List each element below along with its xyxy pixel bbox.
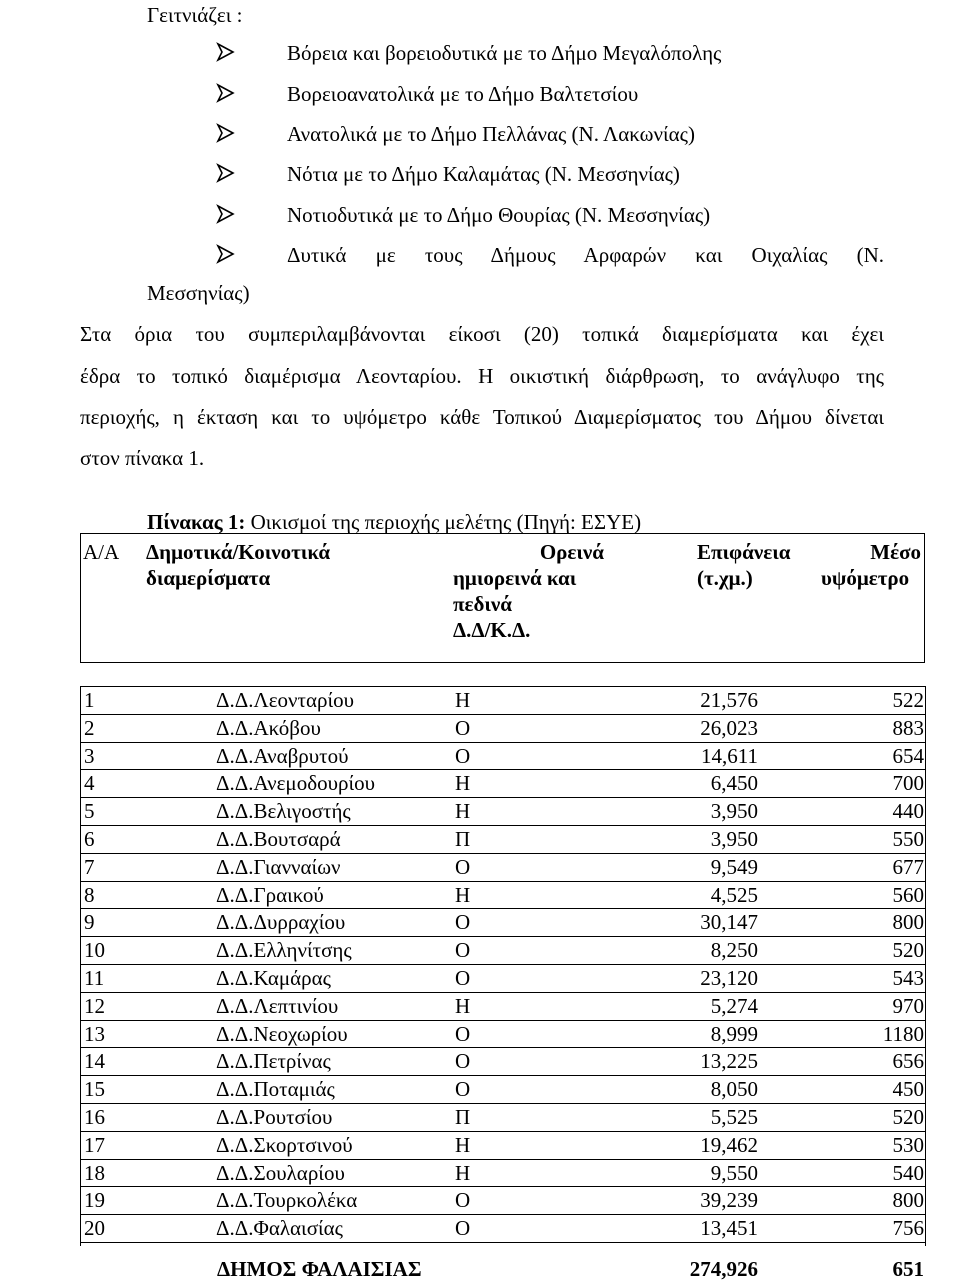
table-caption-text: Οικισμοί της περιοχής μελέτης (Πηγή: ΕΣΥΕ) xyxy=(245,510,642,534)
table-header xyxy=(80,533,925,663)
cell-num: 8 xyxy=(84,883,95,907)
cell-alt: 530 xyxy=(892,1133,924,1157)
cell-alt: 800 xyxy=(892,1188,924,1212)
border-item xyxy=(0,162,960,186)
cell-name: Δ.Δ.Δυρραχίου xyxy=(216,910,346,934)
total-area: 274,926 xyxy=(689,1257,758,1281)
cell-alt: 1180 xyxy=(882,1022,924,1046)
cell-num: 16 xyxy=(84,1105,105,1129)
cell-name: Δ.Δ.Τουρκολέκα xyxy=(216,1188,358,1212)
cell-alt: 520 xyxy=(892,1105,924,1129)
cell-num: 9 xyxy=(84,910,95,934)
cell-alt: 883 xyxy=(892,716,924,740)
cell-type: Ο xyxy=(455,1188,471,1212)
cell-name: Δ.Δ.Λεπτινίου xyxy=(216,994,339,1018)
cell-alt: 520 xyxy=(892,938,924,962)
cell-name: Δ.Δ.Ακόβου xyxy=(216,716,321,740)
cell-area: 8,999 xyxy=(710,1022,758,1046)
cell-num: 2 xyxy=(84,716,95,740)
cell-alt: 970 xyxy=(892,994,924,1018)
header-name-line2: διαμερίσματα xyxy=(146,566,271,590)
cell-area: 14,611 xyxy=(701,744,758,768)
cell-alt: 677 xyxy=(892,855,924,879)
cell-name: Δ.Δ.Σουλαρίου xyxy=(216,1161,345,1185)
cell-type: Η xyxy=(455,883,471,907)
border-item xyxy=(0,82,960,106)
cell-area: 3,950 xyxy=(710,827,758,851)
cell-name: Δ.Δ.Ανεμοδουρίου xyxy=(216,771,376,795)
cell-num: 19 xyxy=(84,1188,105,1212)
cell-num: 12 xyxy=(84,994,105,1018)
cell-alt: 756 xyxy=(892,1216,924,1240)
border-item-text: Δυτικά με τους Δήμους Αρφαρών και Οιχαλίας (Ν. xyxy=(287,243,884,267)
cell-name: Δ.Δ.Ποταμιάς xyxy=(216,1077,335,1101)
cell-name: Δ.Δ.Πετρίνας xyxy=(216,1049,331,1073)
cell-area: 23,120 xyxy=(700,966,758,990)
header-type-line2: ημιορεινά και xyxy=(453,566,577,590)
cell-area: 9,550 xyxy=(710,1161,758,1185)
cell-name: Δ.Δ.Σκορτσινού xyxy=(216,1133,353,1157)
cell-area: 8,050 xyxy=(710,1077,758,1101)
table-row xyxy=(80,1020,925,1048)
cell-num: 3 xyxy=(84,744,95,768)
cell-alt: 543 xyxy=(892,966,924,990)
cell-name: Δ.Δ.Βελιγοστής xyxy=(216,799,351,823)
table-row xyxy=(80,825,925,853)
cell-area: 13,451 xyxy=(700,1216,758,1240)
grid-right-border xyxy=(925,686,926,1246)
cell-alt: 654 xyxy=(892,744,924,768)
paragraph-line-2: έδρα το τοπικό διαμέρισμα Λεονταρίου. Η οικιστική διάρθρωση, το ανάγλυφο της xyxy=(80,364,884,388)
cell-type: Π xyxy=(455,1105,471,1129)
cell-alt: 550 xyxy=(892,827,924,851)
cell-type: Π xyxy=(455,827,471,851)
header-area-line1: Επιφάνεια xyxy=(697,540,791,564)
table-row xyxy=(80,1131,925,1159)
border-item-text: Βόρεια και βορειοδυτικά με το Δήμο Μεγαλόπολης xyxy=(287,41,722,65)
cell-num: 15 xyxy=(84,1077,105,1101)
table-row xyxy=(80,1214,925,1242)
table-caption-label: Πίνακας 1: xyxy=(147,510,246,534)
cell-alt: 656 xyxy=(892,1049,924,1073)
cell-type: Η xyxy=(455,688,471,712)
cell-num: 5 xyxy=(84,799,95,823)
cell-num: 10 xyxy=(84,938,105,962)
header-name-line1: Δημοτικά/Κοινοτικά xyxy=(146,540,331,564)
header-aa: Α/Α xyxy=(83,540,120,564)
cell-type: Η xyxy=(455,1133,471,1157)
border-item-text: Νοτιοδυτικά με το Δήμο Θουρίας (Ν. Μεσσηνίας) xyxy=(287,203,711,227)
cell-type: Η xyxy=(455,1161,471,1185)
cell-num: 7 xyxy=(84,855,95,879)
cell-area: 3,950 xyxy=(710,799,758,823)
border-item-text: Ανατολικά με το Δήμο Πελλάνας (Ν. Λακωνίας) xyxy=(287,122,695,146)
cell-name: Δ.Δ.Ελληνίτσης xyxy=(216,938,352,962)
cell-alt: 700 xyxy=(892,771,924,795)
table-row xyxy=(80,1075,925,1103)
intro-label: Γειτνιάζει : xyxy=(147,3,243,27)
cell-name: Δ.Δ.Βουτσαρά xyxy=(216,827,341,851)
table-row xyxy=(80,853,925,881)
cell-num: 20 xyxy=(84,1216,105,1240)
cell-type: Ο xyxy=(455,938,471,962)
header-type-line1: Ορεινά xyxy=(539,540,604,564)
cell-alt: 800 xyxy=(892,910,924,934)
cell-area: 30,147 xyxy=(700,910,758,934)
cell-area: 26,023 xyxy=(700,716,758,740)
paragraph-line-4: στον πίνακα 1. xyxy=(80,446,205,470)
cell-alt: 522 xyxy=(892,688,924,712)
arrow-bullet-icon xyxy=(216,42,236,62)
paragraph-line-3: περιοχής, η έκταση και το υψόμετρο κάθε Τοπικού Διαμερίσματος του Δήμου δίνεται xyxy=(80,405,884,429)
cell-area: 8,250 xyxy=(710,938,758,962)
table-row xyxy=(80,1047,925,1075)
cell-type: Ο xyxy=(455,855,471,879)
cell-area: 21,576 xyxy=(700,688,758,712)
cell-alt: 440 xyxy=(892,799,924,823)
cell-area: 5,525 xyxy=(710,1105,758,1129)
header-type-line4: Δ.Δ/Κ.Δ. xyxy=(453,618,531,642)
arrow-bullet-icon xyxy=(216,123,236,143)
borders-continuation: Μεσσηνίας) xyxy=(147,281,250,305)
border-item xyxy=(0,41,960,65)
cell-area: 39,239 xyxy=(700,1188,758,1212)
border-item-text: Νότια με το Δήμο Καλαμάτας (Ν. Μεσσηνίας) xyxy=(287,162,680,186)
table-row xyxy=(80,964,925,992)
table-row xyxy=(80,992,925,1020)
cell-type: Ο xyxy=(455,716,471,740)
cell-num: 13 xyxy=(84,1022,105,1046)
cell-area: 19,462 xyxy=(700,1133,758,1157)
cell-num: 6 xyxy=(84,827,95,851)
cell-area: 9,549 xyxy=(710,855,758,879)
cell-num: 17 xyxy=(84,1133,105,1157)
cell-area: 4,525 xyxy=(710,883,758,907)
cell-num: 18 xyxy=(84,1161,105,1185)
cell-type: Η xyxy=(455,771,471,795)
row-divider xyxy=(80,1242,925,1243)
total-label: ΔΗΜΟΣ ΦΑΛΑΙΣΙΑΣ xyxy=(217,1257,422,1281)
cell-name: Δ.Δ.Νεοχωρίου xyxy=(216,1022,348,1046)
cell-name: Δ.Δ.Αναβρυτού xyxy=(216,744,349,768)
cell-area: 13,225 xyxy=(700,1049,758,1073)
cell-name: Δ.Δ.Καμάρας xyxy=(216,966,331,990)
cell-alt: 450 xyxy=(892,1077,924,1101)
cell-num: 14 xyxy=(84,1049,105,1073)
border-item xyxy=(0,203,960,227)
cell-num: 1 xyxy=(84,688,95,712)
cell-type: Ο xyxy=(455,910,471,934)
cell-type: Ο xyxy=(455,1077,471,1101)
table-row xyxy=(80,742,925,770)
cell-type: Ο xyxy=(455,966,471,990)
cell-num: 11 xyxy=(84,966,105,990)
cell-name: Δ.Δ.Λεονταρίου xyxy=(216,688,355,712)
table-row xyxy=(80,714,925,742)
arrow-bullet-icon xyxy=(216,244,236,264)
border-item-text: Βορειοανατολικά με το Δήμο Βαλτετσίου xyxy=(287,82,639,106)
table-row xyxy=(80,1186,925,1214)
header-alt-line1: Μέσο xyxy=(870,540,921,564)
cell-type: Ο xyxy=(455,1049,471,1073)
cell-type: Η xyxy=(455,799,471,823)
cell-name: Δ.Δ.Γιανναίων xyxy=(216,855,341,879)
table-row xyxy=(80,1103,925,1131)
arrow-bullet-icon xyxy=(216,163,236,183)
header-type-line3: πεδινά xyxy=(453,592,512,616)
cell-type: Η xyxy=(455,994,471,1018)
arrow-bullet-icon xyxy=(216,204,236,224)
cell-type: Ο xyxy=(455,1216,471,1240)
border-item xyxy=(0,243,960,267)
table-row xyxy=(80,1159,925,1187)
cell-area: 6,450 xyxy=(710,771,758,795)
cell-alt: 560 xyxy=(892,883,924,907)
cell-name: Δ.Δ.Ρουτσίου xyxy=(216,1105,333,1129)
cell-type: Ο xyxy=(455,1022,471,1046)
table-row xyxy=(80,797,925,825)
paragraph-line-1: Στα όρια του συμπεριλαμβάνονται είκοσι (20) τοπικά διαμερίσματα και έχει xyxy=(80,322,884,346)
total-altitude: 651 xyxy=(892,1257,924,1281)
table-row xyxy=(80,881,925,909)
header-alt-line2: υψόμετρο xyxy=(821,566,910,590)
table-caption xyxy=(147,510,641,535)
table-row xyxy=(80,908,925,936)
cell-type: Ο xyxy=(455,744,471,768)
cell-name: Δ.Δ.Γραικού xyxy=(216,883,324,907)
cell-alt: 540 xyxy=(892,1161,924,1185)
cell-area: 5,274 xyxy=(710,994,758,1018)
cell-num: 4 xyxy=(84,771,95,795)
table-row xyxy=(80,769,925,797)
cell-name: Δ.Δ.Φαλαισίας xyxy=(216,1216,343,1240)
table-row xyxy=(80,936,925,964)
border-item xyxy=(0,122,960,146)
arrow-bullet-icon xyxy=(216,83,236,103)
table-row xyxy=(80,686,925,714)
header-area-line2: (τ.χμ.) xyxy=(697,566,753,590)
